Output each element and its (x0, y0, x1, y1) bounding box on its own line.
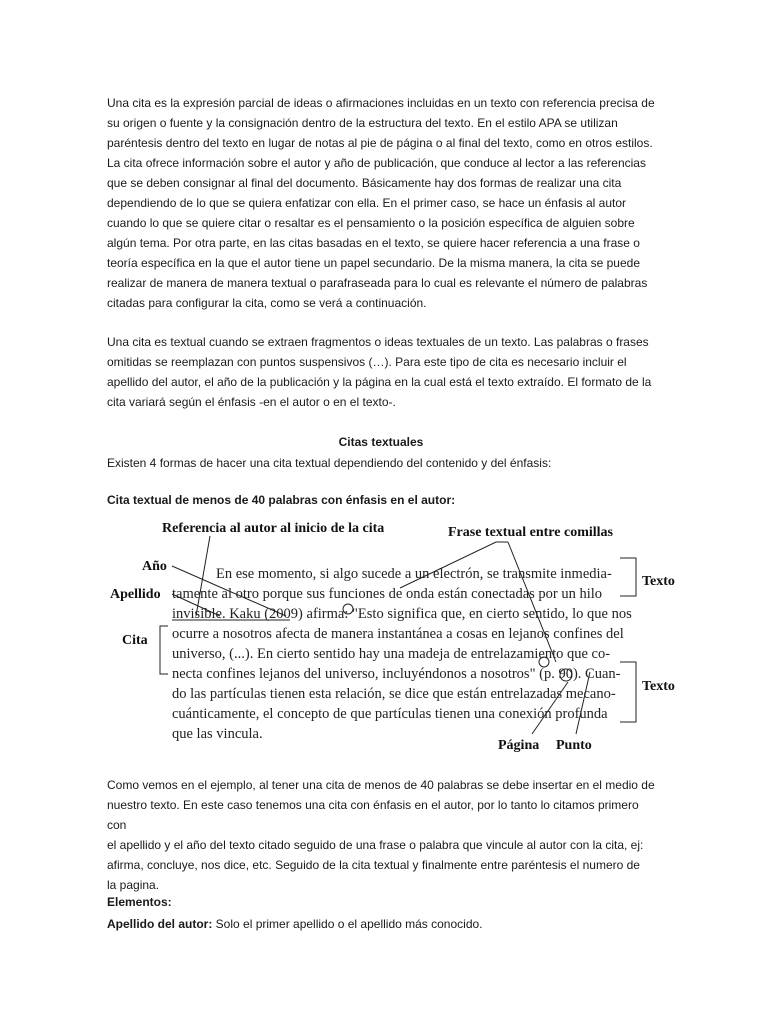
label-anio: Año (142, 559, 167, 574)
text-line: do las partículas tienen esta relación, se dice que están entrelazadas mecano- (172, 686, 616, 702)
paragraph-intro-cita: Una cita es la expresión parcial de ideas o afirmaciones incluidas en un texto con referencia precisa de su origen o fuente y la consignación dentro de la estructura del texto. En el estilo APA se utilizan paréntesis dentro del texto en lugar de notas al pie de página o al final del texto, como en otros estilos. La cita ofrece información sobre el autor y año de publicación, que conduce al lector a las referencias que se deben consignar al final del documento. Básicamente hay dos formas de realizar una cita dependiendo de lo que se quiera enfatizar con ella. En el primer caso, se hace un énfasis al autor cuando lo que se quiere citar o resaltar es el pensamiento o la posición específica de alguien sobre algún tema. Por otra parte, en las citas basadas en el texto, se quiere hacer referencia a una frase o teoría específica en la que el autor tiene un papel secundario. De la misma manera, la cita se puede realizar de manera de manera textual o parafraseada para lo cual es relevante el número de palabras citadas para configurar la cita, como se verá a continuación. (107, 96, 655, 310)
label-pagina: Página (498, 738, 540, 753)
citation-example-figure (100, 512, 700, 762)
text-line: necta confines lejanos del universo, incluyéndonos a nosotros" (p. 90). Cuan- (172, 666, 621, 682)
cita-bracket (160, 626, 168, 674)
text-line: universo, (...). En cierto sentido hay una madeja de entrelazamiento que co- (172, 646, 611, 662)
text-line: que las vincula. (172, 726, 263, 742)
element-apellido (107, 914, 483, 934)
subsection-heading: Cita textual de menos de 40 palabras con énfasis en el autor: (107, 493, 456, 507)
texto-bottom-bracket (620, 662, 636, 722)
element-text: Solo el primer apellido o el apellido más conocido. (212, 917, 483, 931)
label-referencia-autor: Referencia al autor al inicio de la cita (162, 521, 385, 536)
text-line: tamente al otro porque sus funciones de onda están conectadas por un hilo (172, 586, 603, 602)
paragraph-cita-textual: Una cita es textual cuando se extraen fragmentos o ideas textuales de un texto. Las palabras o frases omitidas se reemplazan con puntos suspensivos (…). Para este tipo de cita es necesario incluir el apellido del autor, el año de la publicación y la página en la cual está el texto extraído. El formato de la cita variará según el énfasis -en el autor o en el texto-. (107, 335, 652, 409)
label-cita: Cita (122, 633, 148, 648)
label-punto: Punto (556, 738, 592, 753)
quoted-text-block (172, 566, 632, 742)
label-apellido: Apellido (110, 587, 161, 602)
frase-pointer-right (508, 542, 556, 662)
text-line: invisible. Kaku (2009) afirma: "Esto significa que, en cierto sentido, lo que nos (172, 606, 632, 622)
element-label: Apellido del autor: (107, 917, 213, 931)
text-line: En ese momento, si algo sucede a un electrón, se transmite inmedia- (216, 566, 612, 582)
elements-heading: Elementos: (107, 895, 172, 909)
text-line: ocurre a nosotros afecta de manera instantánea a cosas en lejanos confines del (172, 626, 624, 642)
label-frase-textual: Frase textual entre comillas (448, 525, 613, 540)
label-texto-bottom: Texto (642, 679, 675, 694)
label-texto-top: Texto (642, 574, 675, 589)
section-heading: Citas textuales (338, 435, 424, 449)
texto-top-bracket (620, 558, 636, 596)
referencia-pointer (196, 536, 210, 616)
paragraph-explicacion: Como vemos en el ejemplo, al tener una cita de menos de 40 palabras se debe insertar en el medio de nuestro texto. En este caso tenemos una cita con énfasis en el autor, por lo tanto lo citamos primero con el apellido y el año del texto citado seguido de una frase o palabra que vincule al autor con la cita, ej: afirma, concluye, nos dice, etc. Seguido de la cita textual y finalmente entre paréntesis el numero de la pagina. (107, 778, 655, 892)
text-line: cuánticamente, el concepto de que partículas tienen una conexión profunda (172, 706, 608, 722)
paragraph-formas: Existen 4 formas de hacer una cita textual dependiendo del contenido y del énfasis: (107, 456, 552, 470)
